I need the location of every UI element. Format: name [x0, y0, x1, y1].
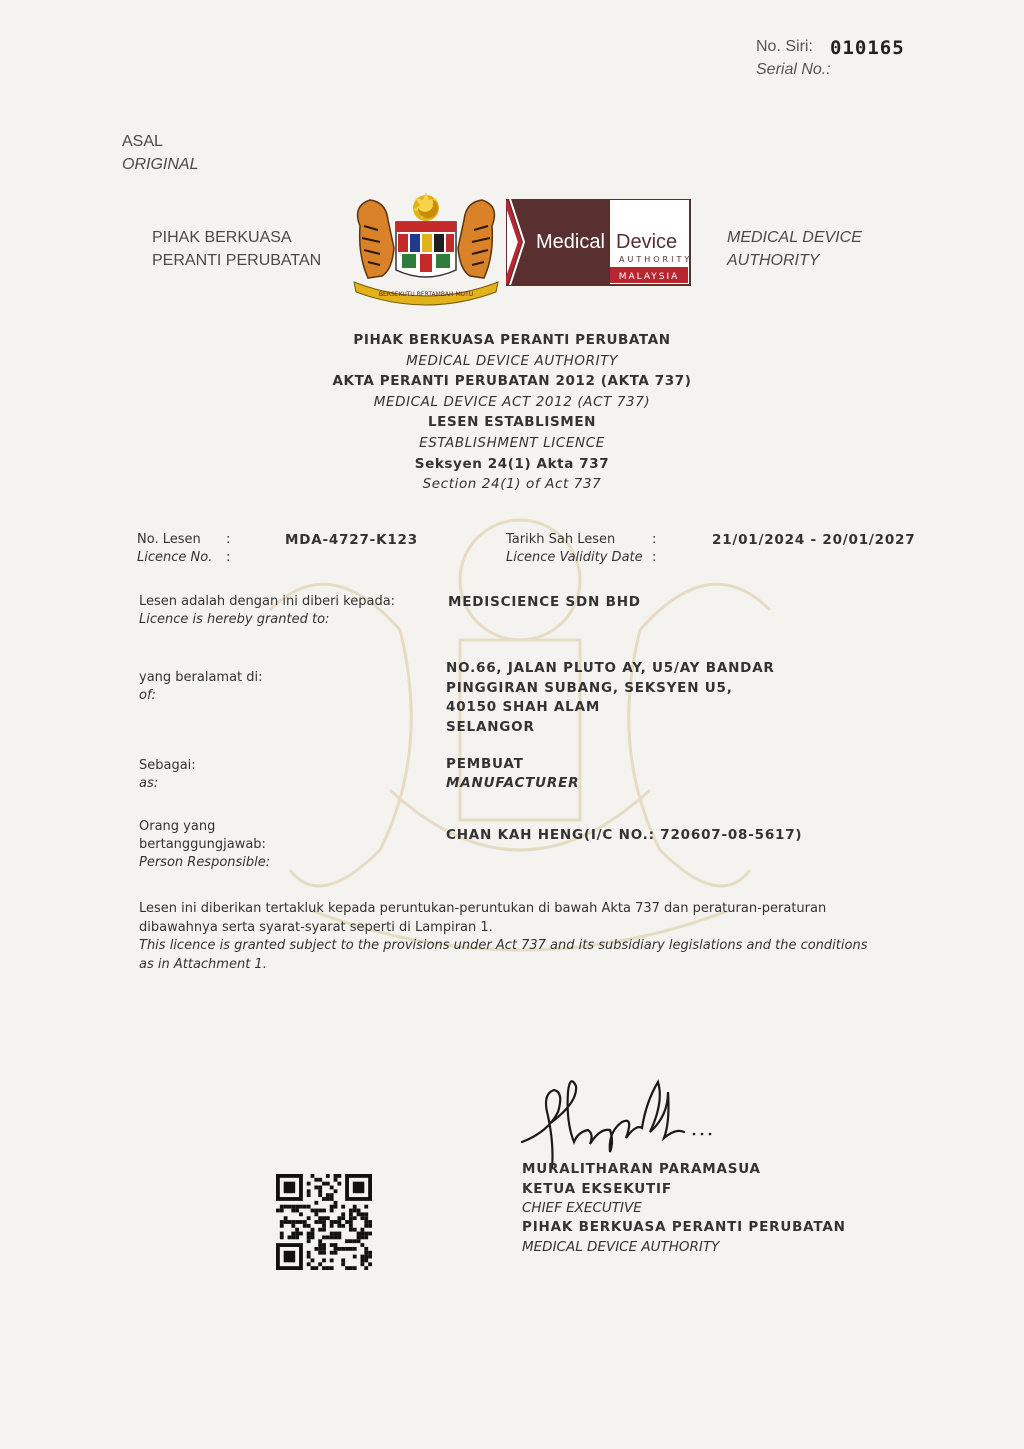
granted-label-ms: Lesen adalah dengan ini diberi kepada:: [139, 594, 396, 609]
conditions-en-2: as in Attachment 1.: [139, 956, 267, 972]
role-label-ms: Sebagai:: [139, 758, 196, 773]
conditions-ms-2: dibawahnya serta syarat-syarat seperti di Lampiran 1.: [139, 919, 493, 935]
signatory-name: MURALITHARAN PARAMASUA: [522, 1161, 761, 1177]
copy-type-ms: ASAL: [122, 133, 163, 150]
logo-word-device: Device: [616, 231, 678, 253]
conditions-en-1: This licence is granted subject to the provisions under Act 737 and its subsidiary legislations and the conditions: [139, 938, 868, 953]
crest-motto: BERSEKUTU BERTAMBAH MUTU: [378, 291, 474, 298]
signatory-title-ms: KETUA EKSEKUTIF: [522, 1180, 672, 1197]
role-label-en: as:: [139, 776, 159, 791]
heading-section-ms: Seksyen 24(1) Akta 737: [414, 455, 610, 472]
heading-section-en: Section 24(1) of Act 737: [422, 476, 602, 493]
authority-left-line2: PERANTI PERUBATAN: [152, 252, 322, 269]
person-label-ms-1: Orang yang: [139, 819, 216, 834]
signature-icon: [518, 1072, 718, 1172]
role-value-ms: PEMBUAT: [446, 756, 524, 772]
serial-number: 010165: [830, 37, 905, 59]
heading-authority-en: MEDICAL DEVICE AUTHORITY: [406, 352, 618, 369]
address-value: [446, 659, 775, 737]
validity-label-ms: Tarikh Sah Lesen: [506, 532, 616, 547]
conditions-ms-1: Lesen ini diberikan tertakluk kepada peruntukan-peruntukan di bawah Akta 737 dan peraturan-peraturan: [139, 901, 827, 916]
heading-licence-en: ESTABLISHMENT LICENCE: [419, 434, 605, 451]
heading-act-en: MEDICAL DEVICE ACT 2012 (ACT 737): [373, 393, 651, 410]
person-label-ms-2: bertanggungjawab:: [139, 837, 266, 852]
copy-type-en: ORIGINAL: [122, 156, 199, 173]
granted-label-en: Licence is hereby granted to:: [139, 612, 330, 627]
signatory-org-ms: PIHAK BERKUASA PERANTI PERUBATAN: [522, 1219, 846, 1235]
serial-label-en: Serial No.:: [756, 61, 831, 78]
coat-of-arms-icon: [346, 186, 506, 308]
signatory-org-en: MEDICAL DEVICE AUTHORITY: [522, 1238, 720, 1255]
authority-left-line1: PIHAK BERKUASA: [152, 229, 292, 246]
heading-licence-ms: LESEN ESTABLISMEN: [427, 414, 597, 431]
authority-right: [727, 226, 862, 272]
mda-logo: [506, 199, 692, 287]
authority-left: [152, 226, 321, 272]
qr-code-icon: [276, 1174, 372, 1270]
person-label-en: Person Responsible:: [139, 855, 271, 870]
role-value-en: MANUFACTURER: [446, 775, 580, 791]
authority-right-line1: MEDICAL DEVICE: [727, 229, 862, 246]
authority-right-line2: AUTHORITY: [727, 252, 820, 269]
licensee-name: MEDISCIENCE SDN BHD: [448, 594, 641, 610]
address-line: PINGGIRAN SUBANG, SEKSYEN U5,: [446, 679, 733, 696]
signatory-block: [522, 1160, 846, 1257]
heading-authority-ms: PIHAK BERKUASA PERANTI PERUBATAN: [353, 332, 671, 348]
logo-word-medical: Medical: [536, 231, 605, 253]
signatory-title-en: CHIEF EXECUTIVE: [522, 1200, 642, 1216]
address-line: 40150 SHAH ALAM: [446, 699, 601, 715]
validity-label-en: Licence Validity Date: [506, 550, 643, 565]
person-value: CHAN KAH HENG(I/C NO.: 720607-08-5617): [446, 827, 803, 843]
address-label-ms: yang beralamat di:: [139, 670, 263, 685]
conditions-paragraph: [139, 900, 939, 974]
address-label-en: of:: [139, 688, 156, 703]
logo-country: MALAYSIA: [618, 272, 680, 282]
licence-no-label-en: Licence No.: [137, 550, 213, 565]
address-line: NO.66, JALAN PLUTO AY, U5/AY BANDAR: [446, 660, 775, 676]
validity-value: 21/01/2024 - 20/01/2027: [712, 532, 916, 548]
licence-no-label-ms: No. Lesen: [137, 532, 201, 547]
address-line: SELANGOR: [446, 718, 535, 735]
licence-document: No. Siri: 010165 Serial No.: ASAL ORIGINAL PIHAK BERKUASA PERANTI PERUBATAN BERSEKUTU BERTAMBAH MUTU Medical Device AUTHORITY MALAYSIA MEDICAL DEVICE AUTHORITY PIHAK BERKUASA PERANTI PERUBATAN MEDICAL DEVICE AUTHORITY AKTA PERANTI PERUBATAN 2012 (AKTA 737) MEDICAL DEVICE ACT 2012 (ACT 737) LESEN ESTABLISMEN ESTABLISHMENT LICENCE Seksyen 24(1) Akta 737 Section 24(1) of Act 737 No. Lesen Licence No. : : MDA-4727-K123 Tarikh Sah Lesen Licence Validity Date : : 21/01/2024 - 20/01/2027 Lesen adalah dengan ini diberi kepada: Licence is hereby granted to: MEDISCIENCE SDN BHD yang beralamat di: of: NO.66, JALAN PLUTO AY, U5/AY BANDAR PINGGIRAN SUBANG, SEKSYEN U5, 40150 SHAH ALAM SELANGOR Sebagai: as: PEMBUAT MANUFACTURER Orang yang bertanggungjawab: Person Responsible: CHAN KAH HENG(I/C NO.: 720607-08-5617) Lesen ini diberikan tertakluk kepada peruntukan-peruntukan di bawah Akta 737 dan peraturan-peraturan dibawahnya serta syarat-syarat seperti di Lampiran 1. This licence is granted subject to the provisions under Act 737 and its subsidiary legislations and the conditions as in Attachment 1. MURALITHARAN PARAMASUA KETUA EKSEKUTIF CHIEF EXECUTIVE PIHAK BERKUASA PERANTI PERUBATAN MEDICAL DEVICE AUTHORITY: [0, 0, 1024, 1449]
logo-authority: AUTHORITY: [619, 255, 692, 264]
serial-label: No. Siri:: [756, 38, 813, 55]
licence-no-value: MDA-4727-K123: [285, 532, 418, 548]
heading-act-ms: AKTA PERANTI PERUBATAN 2012 (AKTA 737): [332, 373, 692, 390]
document-heading: [0, 330, 1024, 495]
